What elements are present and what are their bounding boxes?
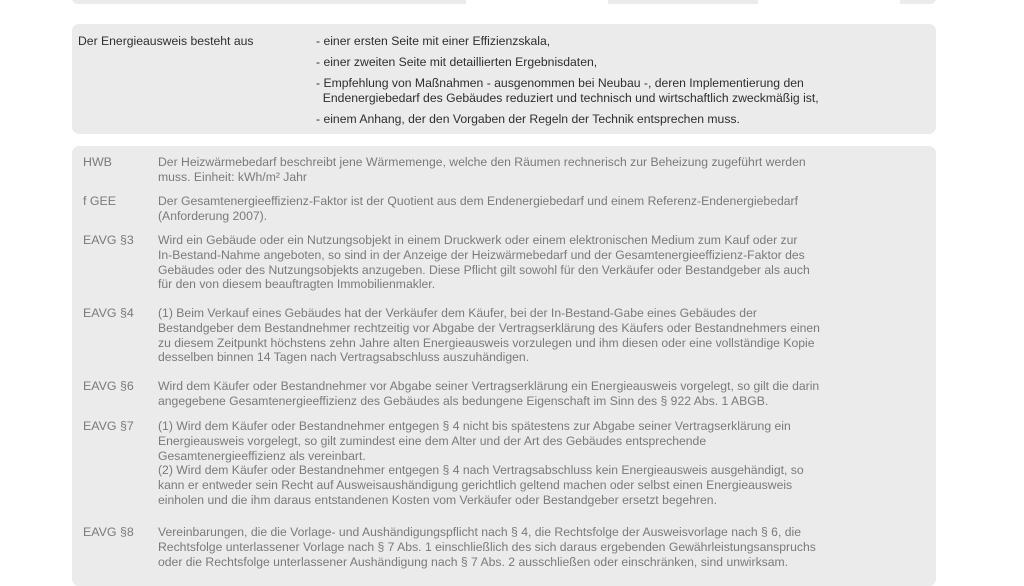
text-line: Wird dem Käufer oder Bestandnehmer vor Abgabe seiner Vertragserklärung ein Energieausweis vorgelegt, so gilt die darin — [158, 379, 820, 393]
definition-term: f GEE — [83, 194, 117, 208]
text-line: einholen und die ihm daraus entstandenen Kosten vom Verkäufer oder Bestandgeber ersetzt begehren. — [158, 492, 717, 507]
text-line: Energieausweis vorgelegt, so gilt zumindest eine dem Alter und der Art des Gebäudes entsprechende — [158, 433, 707, 448]
text-line: desselben binnen 14 Tagen nach Vertragsabschluss auszuhändigen. — [158, 350, 530, 365]
list-item: - einer zweiten Seite mit detaillierten Ergebnisdaten, — [316, 55, 598, 69]
definition-text — [158, 155, 928, 185]
text-line: Gebäudes oder des Nutzungsobjekts anzugeben. Diese Pflicht gilt sowohl für den Verkäufer oder Bestandgeber als auch — [158, 262, 810, 277]
text-line: Rechtsfolge unterlassener Vorlage nach § 7 Abs. 1 einschließlich des sich daraus ergebenden Gewährleistungsanspruchs — [158, 539, 816, 554]
top-form-bar — [72, 0, 936, 4]
list-item: - einer ersten Seite mit einer Effizienzskala, — [316, 34, 551, 48]
composition-list — [316, 34, 819, 133]
top-input-field-1[interactable] — [466, 0, 608, 4]
definitions-panel — [72, 146, 936, 586]
text-line: angegebene Gesamtenergieeffizienz des Gebäudes als bedungene Eigenschaft im Sinn des § 922 Abs. 1 ABGB. — [158, 393, 769, 408]
text-line: (Anforderung 2007). — [158, 208, 268, 223]
composition-label: Der Energieausweis besteht aus — [78, 34, 254, 48]
definition-term: EAVG §3 — [83, 233, 134, 247]
text-line: (1) Wird dem Käufer oder Bestandnehmer entgegen § 4 nicht bis spätestens zur Abgabe seiner Vertragserklärung ein — [158, 419, 791, 433]
definition-text — [158, 525, 928, 569]
definition-text — [158, 306, 928, 365]
definition-term: HWB — [83, 155, 112, 169]
definition-text — [158, 233, 928, 292]
text-line: oder die Rechtsfolge unterlassener Aushändigung nach § 7 Abs. 2 ausschließen oder einschränken, sind unwirksam. — [158, 554, 789, 569]
text-line: Vereinbarungen, die die Vorlage- und Aushändigungspflicht nach § 4, die Rechtsfolge der Ausweisvorlage nach § 6, die — [158, 525, 801, 539]
definition-text — [158, 379, 928, 409]
text-line: (1) Beim Verkauf eines Gebäudes hat der Verkäufer dem Käufer, bei der In-Bestand-Gabe eines Gebäudes der — [158, 306, 757, 320]
definition-term: EAVG §7 — [83, 419, 134, 433]
text-line: Der Heizwärmebedarf beschreibt jene Wärmemenge, welche den Räumen rechnerisch zur Beheizung zugeführt werden — [158, 155, 806, 169]
text-line: für den von diesem beauftragten Immobilienmakler. — [158, 277, 436, 292]
definition-term: EAVG §4 — [83, 306, 134, 320]
top-input-field-2[interactable] — [758, 0, 900, 4]
text-line: zu diesem Zeitpunkt höchstens zehn Jahre alten Energieausweis vorzulegen und ihm diesen oder eine vollständige Kopie — [158, 335, 815, 350]
text-line: In-Bestand-Nahme angeboten, so sind in der Anzeige der Heizwärmebedarf und der Gesamtenergieeffizienz-Faktor des — [158, 247, 805, 262]
text-line: Gesamtenergieeffizienz als vereinbart. — [158, 448, 366, 463]
energieausweis-composition-panel — [72, 24, 936, 134]
text-line: Der Gesamtenergieeffizienz-Faktor ist der Quotient aus dem Endenergiebedarf und einem Referenz-Endenergiebedarf — [158, 194, 798, 208]
text-line: kann er entweder sein Recht auf Ausweisaushändigung gerichtlich geltend machen oder selbst einen Energieausweis — [158, 478, 793, 493]
text-line: Bestandgeber dem Bestandnehmer rechtzeitig vor Abgabe der Vertragserklärung des Käufers oder Bestandnehmers einen — [158, 320, 820, 335]
definition-term: EAVG §8 — [83, 525, 134, 539]
list-item: - Empfehlung von Maßnahmen - ausgenommen bei Neubau -, deren Implementierung den Endenergiebedarf des Gebäudes reduziert und technisch und wirtschaftlich zweckmäßig ist, — [316, 76, 819, 105]
list-item: - einem Anhang, der den Vorgaben der Regeln der Technik entsprechen muss. — [316, 112, 740, 126]
definition-term: EAVG §6 — [83, 379, 134, 393]
definition-text — [158, 419, 928, 508]
text-line: muss. Einheit: kWh/m² Jahr — [158, 169, 307, 184]
text-line: (2) Wird dem Käufer oder Bestandnehmer entgegen § 4 nach Vertragsabschluss kein Energieausweis ausgehändigt, so — [158, 463, 804, 478]
text-line: Wird ein Gebäude oder ein Nutzungsobjekt in einem Druckwerk oder einem elektronischen Medium zum Kauf oder zur — [158, 233, 798, 247]
definition-text — [158, 194, 928, 224]
